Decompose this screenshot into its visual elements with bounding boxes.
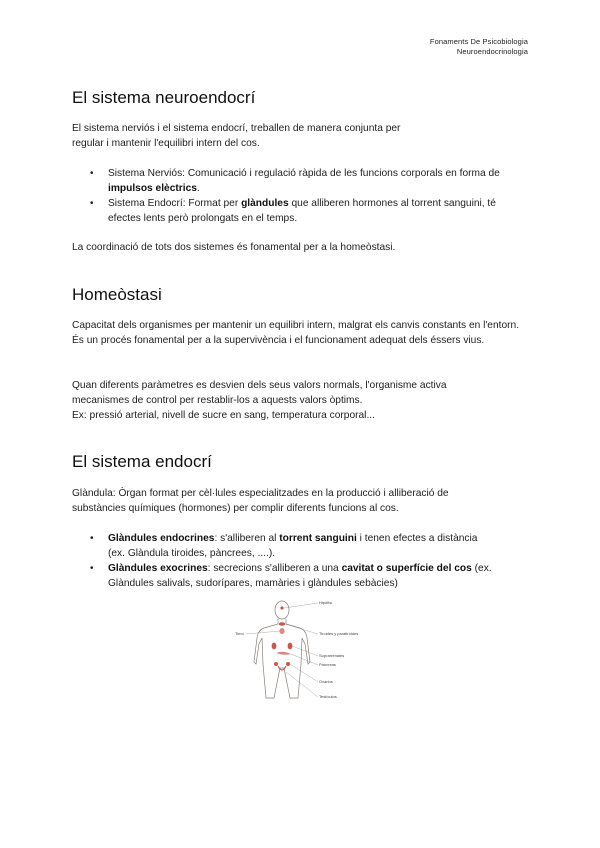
bullet-end: . — [196, 183, 200, 194]
para-line: Ex: pressió arterial, nivell de sucre en sang, temperatura corporal... — [72, 410, 375, 421]
bullet-text: i tenen efectes a distància — [359, 533, 478, 544]
label-tiroides: Tiroides y paratiroides — [319, 631, 359, 636]
neuroendocri-bullets — [90, 166, 530, 226]
bullet-text: : s'alliberen al — [214, 533, 277, 544]
intro-line: regular i mantenir l'equilibri intern del cos. — [72, 138, 260, 149]
suprarrenal-right — [288, 643, 293, 650]
label-leaders — [246, 603, 318, 697]
section-title-endocri: El sistema endocrí — [72, 452, 212, 471]
glands — [272, 606, 293, 670]
homeostasi-para2 — [72, 378, 532, 423]
bullet-bold: cavitat o superfície del cos — [341, 563, 472, 574]
bullet-text: (ex. Glàndula tiroides, pàncrees, ....). — [108, 548, 276, 559]
para-line: Quan diferents paràmetres es desvien dels seus valors normals, l'organisme activa — [72, 380, 447, 391]
endocri-bullets — [90, 531, 530, 591]
label-pancreas: Páncreas — [319, 662, 336, 667]
page-header — [430, 37, 528, 57]
para-text: Capacitat dels organismes per mantenir un equilibri intern, malgrat els canvis constants en l'entorn. És un procés fonamental per a la supervivència i el funcionament adequat dels éssers vius. — [72, 320, 520, 346]
tiroides-gland — [279, 622, 285, 626]
homeostasi-para1 — [72, 318, 532, 348]
closing-line: La coordinació de tots dos sistemes és fonamental per a la homeòstasi. — [72, 242, 396, 253]
head-outline — [275, 601, 289, 619]
intro-line: El sistema nerviós i el sistema endocrí, treballen de manera conjunta per — [72, 123, 401, 134]
neuroendocri-intro — [72, 121, 532, 151]
list-item-endocrines — [90, 531, 530, 561]
section-title-homeostasi: Homeòstasi — [72, 285, 162, 304]
hipofisi-gland — [280, 606, 283, 609]
bullet-text: que alliberen hormones al torrent sanguini, té efectes lents però prolongats en el temps. — [108, 198, 496, 224]
bullet-bold: Glàndules exocrines — [108, 563, 208, 574]
list-item-endocri — [90, 196, 530, 226]
label-timo: Timo — [235, 631, 244, 636]
bullet-text: Sistema Nerviós: Comunicació i regulació ràpida de les funcions corporals en forma de — [108, 168, 500, 179]
bullet-bold: torrent sanguini — [279, 533, 357, 544]
bullet-text: Sistema Endocrí: Format per — [108, 198, 239, 209]
timo-gland — [279, 628, 284, 634]
endocri-intro — [72, 486, 532, 516]
endocrine-glands-figure — [228, 598, 368, 706]
label-testiculos: Testículos — [319, 694, 337, 699]
header-course: Fonaments De Psicobiologia — [429, 37, 528, 46]
suprarrenal-left — [272, 643, 277, 650]
list-item-nervios — [90, 166, 530, 196]
ovari-right — [286, 662, 290, 666]
bullet-bold: impulsos elèctrics — [108, 183, 197, 194]
neuroendocri-closing — [72, 240, 532, 255]
intro-line: substàncies químiques (hormones) per complir diferents funcions al cos. — [72, 503, 399, 514]
label-hipofisi: Hipòfisi — [319, 600, 333, 605]
intro-line: Glàndula: Òrgan format per cèl·lules especialitzades en la producció i alliberació de — [72, 488, 449, 499]
ovari-left — [274, 662, 278, 666]
label-ovarios: Ovarios — [319, 679, 333, 684]
para-line: mecanismes de control per restablir-los a aquests valors òptims. — [72, 395, 363, 406]
bullet-text: (ex. Glàndules salivals, sudorípares, mamàries i glàndules sebàcies) — [108, 563, 492, 589]
bullet-bold: Glàndules endocrines — [108, 533, 215, 544]
section-title-neuroendocri: El sistema neuroendocrí — [72, 88, 256, 107]
header-topic: Neuroendocrinologia — [456, 47, 528, 56]
list-item-exocrines — [90, 561, 530, 591]
bullet-bold: glàndules — [241, 198, 289, 209]
body-silhouette — [254, 601, 310, 698]
pancreas-gland — [276, 652, 291, 655]
label-suprarrenals: Suprarrenales — [319, 653, 345, 658]
bullet-text: : secrecions s'alliberen a una — [207, 563, 339, 574]
